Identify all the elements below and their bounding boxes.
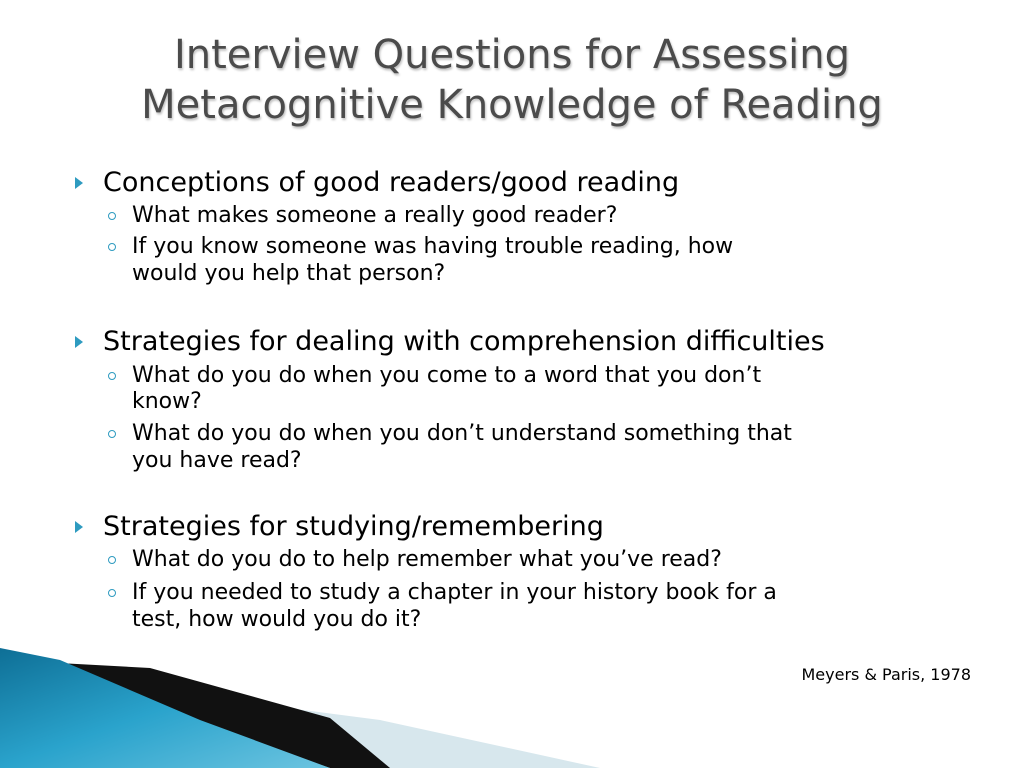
list-item: If you know someone was having trouble reading, how [132,234,734,259]
title-line-2: Metacognitive Knowledge of Reading [141,82,883,128]
title-line-1: Interview Questions for Assessing [173,32,851,78]
section-heading: Strategies for dealing with comprehension difficulties [103,326,825,357]
ring-bullet-icon [108,430,116,438]
section-heading: Conceptions of good readers/good reading [103,167,680,198]
ring-bullet-icon [108,556,116,564]
ring-bullet-icon [108,589,116,597]
triangle-bullet-icon [75,336,83,348]
ring-bullet-icon [108,243,116,251]
ring-bullet-icon [108,372,116,380]
list-item: What do you do when you don’t understand something that [132,421,792,446]
list-item-continuation: you have read? [132,448,302,473]
ring-bullet-icon [108,212,116,220]
triangle-bullet-icon [75,177,83,189]
section-heading: Strategies for studying/remembering [103,511,604,542]
list-item: What makes someone a really good reader? [132,203,618,228]
list-item-continuation: know? [132,389,202,414]
triangle-bullet-icon [75,521,83,533]
list-item-continuation: test, how would you do it? [132,607,422,632]
list-item: If you needed to study a chapter in your history book for a [132,580,777,605]
list-item-continuation: would you help that person? [132,261,446,286]
list-item: What do you do when you come to a word that you don’t [132,363,762,388]
citation: Meyers & Paris, 1978 [801,665,971,684]
list-item: What do you do to help remember what you’ve read? [132,547,722,572]
